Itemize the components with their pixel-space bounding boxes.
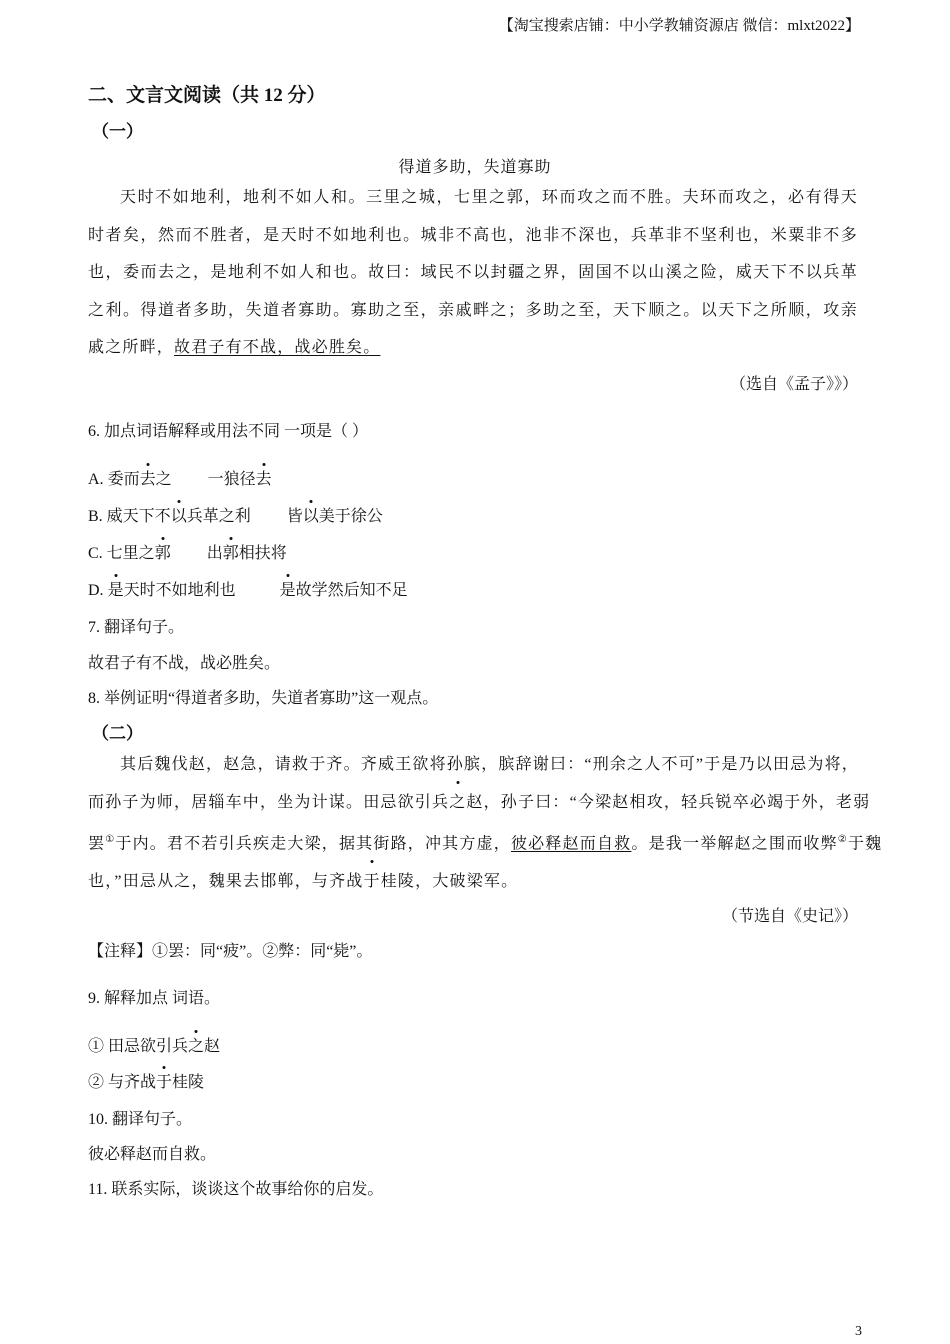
passage1-body: 天时不如地利，地利不如人和。三里之城，七里之郭，环而攻之而不胜。夫环而攻之，必有得天时者矣，然而不胜者，是天时不如地利也。城非不高也，池非不深也，兵革非不坚利也，米粟非不多也，委而去之，是地利不如人和也。故曰：域民不以封疆之界，固国不以山溪之险，威天下不以兵革之利。得道者多助，失道者寡助。寡助之至，亲戚畔之；多助之至，天下顺之。以天下之所顺，攻亲戚之所畔， — [88, 189, 858, 356]
emphasis-dot: 之 — [188, 1033, 204, 1056]
passage2-text — [88, 746, 883, 900]
section-title: 二、文言文阅读（共 12 分） — [88, 85, 326, 106]
passage2-line: 其后魏伐赵，赵急，请救于齐。齐威王欲将孙膑，膑辞谢曰：“刑余之人不可”于是乃以田忌为将， — [120, 756, 860, 773]
q6-stem: 6. 加点词语解释或用法不同 一项是（ ） — [88, 423, 369, 440]
q7-sentence: 故君子有不战，战必胜矣。 — [88, 655, 281, 672]
q6-option-b: B. 威天下不以兵革之利 皆以美于徐公 — [88, 503, 383, 526]
q9-item-1: ① 田忌欲引兵之赵 — [88, 1033, 220, 1056]
passage1-source: （选自《孟子》》） — [729, 376, 858, 393]
page-number: 3 — [855, 1324, 862, 1339]
passage2-source: （节选自《史记》） — [721, 908, 858, 925]
emphasis-dot: 以 — [171, 503, 187, 526]
q6-option-a: A. 委而去之 一狼径去 — [88, 466, 272, 489]
q7-stem: 7. 翻译句子。 — [88, 619, 185, 636]
q8-stem: 8. 举例证明“得道者多助，失道者寡助”这一观点。 — [88, 690, 439, 707]
page-header: 【淘宝搜索店铺：中小学教辅资源店 微信：mlxt2022】 — [498, 18, 860, 34]
emphasis-dot: 是 — [280, 577, 296, 600]
emphasis-dot: 去 — [140, 466, 156, 489]
part2-label: （二） — [92, 724, 143, 743]
q10-stem: 10. 翻译句子。 — [88, 1111, 193, 1128]
emphasis-dot: 之 — [449, 784, 466, 822]
emphasis-dot: 是 — [108, 577, 124, 600]
passage1-title: 得道多助，失道寡助 — [398, 159, 552, 176]
emphasis-dot: 于 — [156, 1069, 172, 1092]
q6-option-c: C. 七里之郭 出郭相扶将 — [88, 540, 287, 563]
q9-item-2: ② 与齐战于桂陵 — [88, 1069, 204, 1092]
q9-stem: 9. 解释加点 词语。 — [88, 990, 221, 1007]
annotation-note: 【注释】①罢：同“疲”。②弊：同“毙”。 — [88, 943, 373, 960]
passage2-line: 罢①于内。君不若引兵疾走大梁，据其街路，冲其方虚，彼必释赵而自救。是我一举解赵之围而收弊②于魏 — [88, 834, 883, 853]
emphasis-dot: 于 — [364, 863, 381, 901]
passage1-underlined: 故君子有不战，战必胜矣。 — [174, 339, 381, 356]
q11-stem: 11. 联系实际，谈谈这个故事给你的启发。 — [88, 1181, 384, 1198]
part1-label: （一） — [92, 122, 143, 141]
emphasis-dot: 去 — [256, 466, 272, 489]
q6-option-d: D. 是天时不如地利也 是故学然后知不足 — [88, 577, 408, 600]
emphasis-dot: 郭 — [155, 540, 171, 563]
q10-sentence: 彼必释赵而自救。 — [88, 1146, 217, 1163]
emphasis-dot: 以 — [303, 503, 319, 526]
passage2-line: 也，”田忌从之，魏果去邯郸，与齐战于桂陵，大破梁军。 — [88, 863, 858, 901]
passage2-line: 而孙子为师，居辎车中，坐为计谋。田忌欲引兵之赵，孙子曰：“今梁赵相攻，轻兵锐卒必竭于外，老弱 — [88, 784, 858, 822]
passage1-text — [88, 179, 858, 367]
passage2-underlined: 彼必释赵而自救 — [510, 835, 632, 853]
emphasis-dot: 郭 — [223, 540, 239, 563]
